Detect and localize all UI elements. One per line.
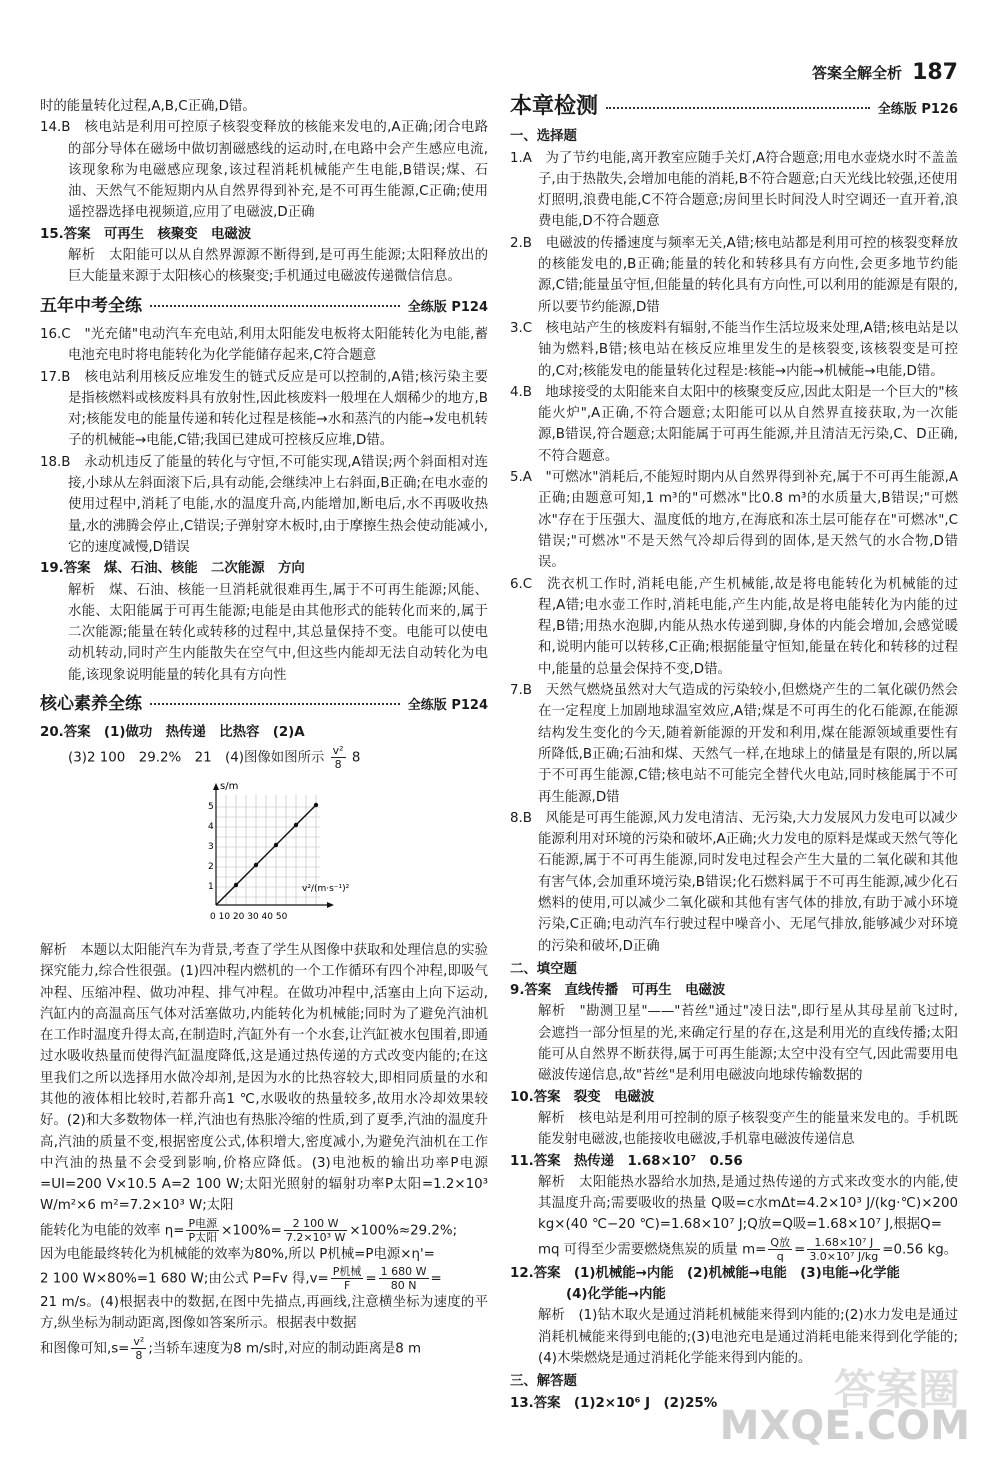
section-page: 全练版 P124: [407, 698, 488, 714]
denominator: 8: [135, 1348, 143, 1362]
answer-18: 18.B 永动机违反了能量的转化与守恒,不可能实现,A错误;两个斜面相对连接,小球从左斜面滚下后,具有动能,会继续冲上右斜面,B正确;在电水壶的使用过程中,消耗了电能,水的温度升高,内能增加,断电后,水不再吸收热量,水的沸腾会停止,C错误;子弹射穿木板时,由于摩擦生热会使动能减小,它的速度减慢,D错误: [40, 454, 488, 555]
watermark-url: MXQE.COM: [719, 1403, 970, 1449]
numerator: v²: [133, 1334, 145, 1348]
answer-20-tail: 8: [351, 750, 361, 766]
section-chapter-test: [510, 96, 958, 120]
heading-fill: 二、填空题: [510, 961, 577, 977]
denominator: 80 N: [390, 1279, 417, 1293]
answer-20: 20.答案 (1)做功 热传递 比热容 (2)A: [40, 725, 305, 741]
speed-formula: [40, 1265, 488, 1292]
fraction: [331, 744, 346, 771]
explain-20-graph: 21 m/s。(4)根据表中的数据,在图中先描点,再画线,注意横坐标为速度的平方,纵坐标为制动距离,图像如答案所示。根据表中数据: [40, 1295, 488, 1332]
numerator: v²: [332, 743, 344, 757]
y-axis-label: s/m: [220, 780, 239, 792]
section-title: 核心素养全练: [40, 694, 142, 715]
data-point: [314, 802, 318, 806]
explain-r12: 解析 (1)钻木取火是通过消耗机械能来得到内能的;(2)水力发电是通过消耗机械能来得到电能的;(3)电池充电是通过消耗电能来得到化学能的;(4)木柴燃烧是通过消耗化学能来得到内能的。: [538, 1308, 958, 1366]
y-arrow-icon: [213, 783, 219, 790]
explain-r9: 解析 "勘测卫星"——"苔丝"通过"凌日法",即行星从其母星前飞过时,会遮挡一部分恒星的光,来确定行星的存在,这是利用光的直线传播;太阳能可从自然界不断获得,属于可再生能源;太空中没有空气,因此需要用电磁波传递信息,故"苔丝"是利用电磁波向地球传输数据的: [538, 1004, 958, 1084]
section-title: 本章检测: [510, 94, 599, 119]
data-point: [294, 822, 298, 826]
section-five-year: [40, 296, 488, 318]
formula-text: ×100%≈29.2%;: [349, 1223, 458, 1239]
answer-r4: 4.B 地球接受的太阳能来自太阳中的核聚变反应,因此太阳是一个巨大的"核能火炉",A正确,不符合题意;太阳能可以从自然界直接获取,为一次能源,B错误,符合题意;太阳能属于可再生能源,并且清洁无污染,C、D正确,不符合题意。: [510, 384, 958, 464]
formula-text: =: [430, 1271, 442, 1287]
answer-20-cont: [40, 744, 488, 771]
page-number: 187: [912, 60, 958, 85]
y-tick: 1: [208, 881, 214, 892]
explain-15: 解析 太阳能可以从自然界源源不断得到,是可再生能源;太阳释放出的巨大能量来源于太阳核心的核聚变;手机通过电磁波传递微信信息。: [68, 248, 488, 285]
formula-text: ×100%=: [221, 1223, 282, 1239]
distance-formula: [40, 1335, 488, 1362]
y-tick: 4: [208, 821, 214, 832]
fraction: [284, 1217, 348, 1244]
formula-text: 能转化为电能的效率 η=: [40, 1223, 185, 1239]
answer-r13: 13.答案 (1)2×10⁶ J (2)25%: [510, 1395, 718, 1411]
explain-20-power: 因为电能最终转化为机械能的效率为80%,所以 P机械=P电源×η'=: [40, 1246, 435, 1262]
x-arrow-icon: [327, 902, 334, 908]
fraction: [807, 1236, 880, 1263]
data-point: [254, 862, 258, 866]
fraction: [379, 1265, 429, 1292]
answer-r12-cont: (4)化学能→内能: [566, 1287, 666, 1303]
section-title: 五年中考全练: [40, 295, 142, 316]
heading-solve: 三、解答题: [510, 1374, 577, 1390]
fraction: [131, 1335, 146, 1362]
formula-text: 和图像可知,s=: [40, 1341, 130, 1357]
numerator: Q放: [770, 1235, 791, 1249]
answer-20-text: (3)2 100 29.2% 21 (4)图像如图所示: [68, 750, 325, 766]
explain-r10: 解析 核电站是利用可控制的原子核裂变产生的能量来发电的。手机既能发射电磁波,也能接收电磁波,手机靠电磁波传递信息: [538, 1110, 958, 1148]
denominator: 7.2×10³ W: [285, 1230, 346, 1244]
page-header: [812, 62, 958, 84]
answer-r8: 8.B 风能是可再生能源,风力发电清洁、无污染,大力发展风力发电可以减少能源利用对环境的污染和破坏,A正确;火力发电的原料是煤或天然气等化石能源,属于不可再生能源,同时发电过程会产生大量的二氧化碳和其他有害气体,会加重环境污染,B错误;化石燃料属于不可再生能源,减少化石燃料的使用,可以减少二氧化碳和其他有害气体的排放,有助于减小环境污染,C正确;电动汽车行驶过程中噪音小、无尾气排放,能够减少对环境的污染和破坏,D正确: [510, 810, 958, 954]
mass-formula: [510, 1236, 958, 1263]
denominator: 3.0×10⁷ J/kg: [809, 1249, 879, 1263]
answer-15: 15.答案 可再生 核聚变 电磁波: [40, 226, 252, 242]
answer-r1: 1.A 为了节约电能,离开教室应随手关灯,A符合题意;用电水壶烧水时不盖盖子,由于热散失,会增加电能的消耗,B不符合题意;白天光线比较强,还使用灯照明,浪费电能,C不符合题意;房间里长时间没人时空调还一直开着,浪费电能,D不符合题意: [510, 150, 958, 230]
denominator: 8: [334, 757, 342, 771]
x-axis-label: v²/(m·s⁻¹)²: [302, 883, 350, 894]
formula-text: =0.56 kg。: [882, 1242, 958, 1258]
dotted-leader: [606, 107, 870, 109]
numerator: 2 100 W: [284, 1217, 348, 1231]
header-title: 答案全解全析: [812, 63, 903, 82]
answer-r2: 2.B 电磁波的传播速度与频率无关,A错;核电站都是利用可控的核裂变释放的核能发电的,B正确;能量的转化和转移具有方向性,会更多地节约能源,C错;能量虽守恒,但能量的转化具有方向性,可以利用的能源是有限的,所以要节约能源,D错: [510, 235, 958, 315]
formula-text: =: [365, 1271, 377, 1287]
y-tick: 3: [208, 841, 214, 852]
watermark-logo: 答案圈: [833, 1364, 960, 1414]
fraction: [186, 1217, 219, 1244]
formula-text: mq 可得至少需要燃烧焦炭的质量 m=: [538, 1242, 767, 1258]
x-ticks: 0 10 20 30 40 50: [210, 911, 288, 922]
answer-r3: 3.C 核电站产生的核废料有辐射,不能当作生活垃圾来处理,A错;核电站是以铀为燃料,B错;核电站在核反应堆里发生的是核裂变,该核裂变是可控的,C对;核能发电的能量转化过程是:核能→内能→机械能→电能,D错。: [510, 320, 958, 379]
answer-r7: 7.B 天然气燃烧虽然对大气造成的污染较小,但燃烧产生的二氧化碳仍然会在一定程度上加剧地球温室效应,A错;煤是不可再生的化石能源,在能源结构发生变化的今天,随着新能源的开发和利用,煤在能源领域重要性有所降低,B正确;石油和煤、天然气一样,在地球上的储量是有限的,所以属于不可再生能源,C错;核电站不可能完全替代火电站,同时核能属于不可再生能源,D错: [510, 683, 958, 805]
formula-text: =: [794, 1242, 806, 1258]
formula-text: 2 100 W×80%=1 680 W;由公式 P=Fv 得,v=: [40, 1271, 329, 1287]
answer-r9: 9.答案 直线传播 可再生 电磁波: [510, 983, 726, 999]
answer-16: 16.C "光充储"电动汽车充电站,利用太阳能发电板将太阳能转化为电能,蓄电池充电时将电能转化为化学能储存起来,C符合题意: [40, 326, 488, 364]
denominator: F: [343, 1279, 351, 1293]
formula-text: ;当轿车速度为8 m/s时,对应的制动距离是8 m: [148, 1341, 422, 1357]
heading-choice: 一、选择题: [510, 129, 577, 145]
left-column: [40, 96, 488, 1362]
denominator: q: [776, 1249, 784, 1263]
answer-14: 14.B 核电站是利用可控原子核裂变释放的核能来发电的,A正确;闭合电路的部分导体在磁场中做切割磁感线的运动时,在电路中会产生感应电流,该现象称为电磁感应现象,该过程消耗机械能产生电能,B错误;煤、石油、天然气不能短期内从自然界得到补充,是不可再生能源,C正确;使用遥控器选择电视频道,应用了电磁波,D正确: [40, 120, 488, 221]
denominator: P太阳: [188, 1230, 218, 1244]
explain-r11: 解析 太阳能热水器给水加热,是通过热传递的方式来改变水的内能,使其温度升高;需要吸收的热量 Q吸=c水mΔt=4.2×10³ J/(kg·℃)×200 kg×(40 ℃−20 ℃)=1.68×10⁷ J;Q放=Q吸=1.68×10⁷ J,根据Q=: [538, 1174, 958, 1233]
section-core-literacy: [40, 694, 488, 716]
answer-r5: 5.A "可燃冰"消耗后,不能短时期内从自然界得到补充,属于不可再生能源,A正确;由题意可知,1 m³的"可燃冰"比0.8 m³的水质量大,B错误;"可燃冰"存在于压强大、温度低的地方,在海底和冻土层可能存在"可燃冰",C错误;"可燃冰"不是天然气冷却后得到的固体,是天然气的水合物,D错误。: [510, 470, 958, 571]
answer-r10: 10.答案 裂变 电磁波: [510, 1089, 655, 1105]
right-column: [510, 96, 958, 1414]
dotted-leader: [150, 305, 400, 307]
section-page: 全练版 P126: [877, 102, 958, 117]
numerator: P电源: [188, 1216, 218, 1230]
explain-20: 解析 本题以太阳能汽车为背景,考查了学生从图像中获取和处理信息的实验探究能力,综合性很强。(1)四冲程内燃机的一个工作循环有四个冲程,即吸气冲程、压缩冲程、做功冲程、排气冲程。在做功冲程中,活塞由上向下运动,汽缸内的高温高压气体对活塞做功,内能转化为机械能;同时为了避免汽油机在工作时温度升得太高,在制造时,汽缸外有一个水套,让汽缸被水包围着,即通过水吸收热量而使得汽缸温度降低,这是通过热传递的方式改变内能的;在这里我们之所以选择用水做冷却剂,是因为水的比热容较大,即相同质量的水和其他的液体相比较时,若都升高1 ℃,水吸收的热量较多,故用水冷却效果较好。(2)和大多数物体一样,汽油也有热胀冷缩的性质,到了夏季,汽油的温度升高,汽油的质量不变,根据密度公式,体积增大,密度减小,为避免汽油机在工作中汽油的热量不会受到影响,价格应降低。(3)电池板的输出功率P电源=UI=200 V×10.5 A=2 100 W;太阳光照射的辐射功率P太阳=1.2×10³ W/m²×6 m²=7.2×10³ W;太阳: [40, 942, 488, 1214]
line-13-tail: 时的能量转化过程,A,B,C正确,D错。: [40, 99, 256, 114]
fraction: [768, 1236, 792, 1263]
answer-17: 17.B 核电站利用核反应堆发生的链式反应是可以控制的,A错;核污染主要是指核燃料或核废料具有放射性,因此核废料一般埋在人烟稀少的地方,B对;核能发电的能量传递和转化过程是核能→水和蒸汽的内能→发电机转子的机械能→电能,C错;我国已建成可控核反应堆,D错。: [40, 369, 488, 449]
section-page: 全练版 P124: [407, 299, 488, 315]
efficiency-formula: [40, 1217, 488, 1244]
y-tick: 5: [208, 801, 214, 812]
y-tick: 2: [208, 861, 214, 872]
numerator: 1 680 W: [380, 1265, 427, 1279]
dotted-leader: [150, 703, 400, 705]
numerator: 1.68×10⁷ J: [807, 1236, 880, 1250]
explain-19: 解析 煤、石油、核能一旦消耗就很难再生,属于不可再生能源;风能、水能、太阳能属于可再生能源;电能是由其他形式的能转化而来的,属于二次能源;能量在转化或转移的过程中,其总量保持不变。电能可以使电动机转动,同时产生内能散失在空气中,但这些内能却无法自动转化为电能,该现象说明能量的转化具有方向性: [68, 582, 488, 683]
answer-r6: 6.C 洗衣机工作时,消耗电能,产生机械能,故是将电能转化为机械能的过程,A错;电水壶工作时,消耗电能,产生内能,故是将电能转化为内能的过程,B错;用热水泡脚,内能从热水传递到脚,身体的内能会增加,会感觉暖和,说明内能可以转移,C正确;根据能量守恒知,能量在转化和转移的过程中,能量的总量会保持不变,D错。: [510, 576, 958, 677]
fraction: [331, 1265, 364, 1292]
data-point: [274, 842, 278, 846]
braking-distance-graph: [190, 777, 390, 929]
data-point: [234, 882, 238, 886]
answer-r12: 12.答案 (1)机械能→内能 (2)机械能→电能 (3)电能→化学能: [510, 1265, 900, 1281]
answer-19: 19.答案 煤、石油、核能 二次能源 方向: [40, 561, 305, 577]
numerator: P机械: [332, 1265, 362, 1279]
answer-r11: 11.答案 热传递 1.68×10⁷ 0.56: [510, 1153, 743, 1169]
